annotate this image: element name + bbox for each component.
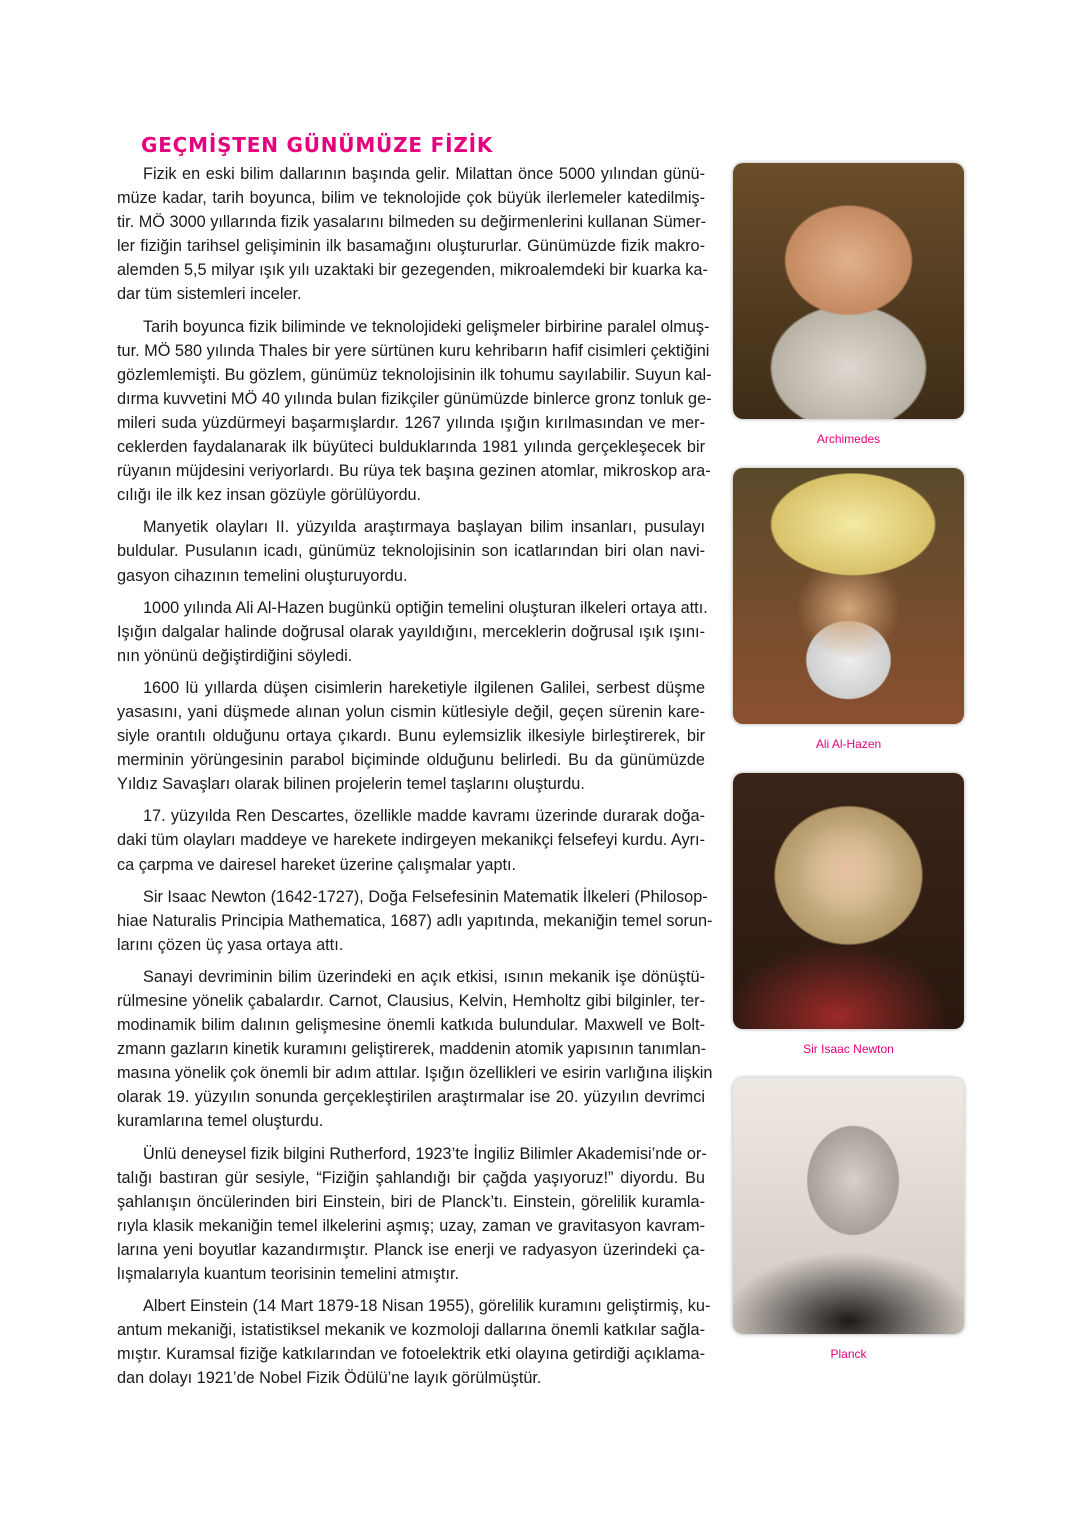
text-line: müze kadar, tarih boyunca, bilim ve teknolojide çok büyük ilerlemeler katedilmiş- [117, 189, 705, 208]
text-line: Manyetik olayları II. yüzyılda araştırmaya başlayan bilim insanları, pusulayı [143, 518, 705, 537]
section-title: GEÇMİŞTEN GÜNÜMÜZE FİZİK [141, 133, 494, 157]
text-line: larına yeni boyutlar kazandırmıştır. Planck ise enerji ve radyasyon üzerindeki ça- [117, 1240, 705, 1259]
text-line: ca çarpma ve dairesel hareket üzerine çalışmalar yaptı. [117, 855, 517, 874]
paragraph [117, 965, 713, 1134]
text-line: rüyanın müjdesini veriyorlardı. Bu rüya tek başına gezinen atomlar, mikroskop ara- [117, 462, 711, 481]
text-line: kuramlarına temel oluşturdu. [117, 1112, 324, 1131]
text-line: 1000 yılında Ali Al-Hazen bugünkü optiğin temelini oluşturan ilkeleri ortaya attı. [143, 598, 708, 617]
text-line: larını çözen üç yasa ortaya attı. [117, 935, 344, 954]
text-line: nın yönünü değiştirdiğini söyledi. [117, 646, 353, 665]
text-line: dan dolayı 1921’de Nobel Fizik Ödülü’ne layık görülmüştür. [117, 1369, 542, 1388]
text-line: hiae Naturalis Principia Mathematica, 1687) adlı yapıtında, mekaniğin temel sorun- [117, 911, 713, 930]
text-line: ler fiziğin tarihsel gelişiminin ilk basamağını oluştururlar. Günümüzde fizik makro- [117, 237, 705, 256]
text-line: mileri suda yüzdürmeyi başarmışlardır. 1267 yılında ışığın kırılmasından ve mer- [117, 413, 705, 432]
text-line: tir. MÖ 3000 yıllarında fizik yasalarını bilmeden su değirmenlerini kullanan Sümer- [117, 213, 707, 232]
text-line: modinamik bilim dalının gelişmesine önemli katkıda bulundular. Maxwell ve Bolt- [117, 1016, 705, 1035]
paragraph [117, 596, 708, 668]
text-line: alemden 5,5 milyar ışık yılı uzaktaki bir gezegenden, mikroalemdeki bir kuarka ka- [117, 261, 708, 280]
paragraph [117, 515, 705, 587]
caption-isaac-newton: Sir Isaac Newton [803, 1042, 894, 1056]
text-line: Ünlü deneysel fizik bilgini Rutherford, 1923’te İngiliz Bilimler Akademisi’nde or- [143, 1144, 707, 1163]
paragraph [117, 1294, 711, 1390]
text-line: Yıldız Savaşları olarak bilinen projelerin temel taşlarını oluşturdu. [117, 775, 585, 794]
text-line: masına yönelik çok önemli bir adım attılar. Işığın özellikleri ve esirin varlığına ilişkin [117, 1064, 713, 1083]
text-line: gasyon cihazının temelini oluşturuyordu. [117, 566, 408, 585]
text-line: Sanayi devriminin bilim üzerindeki en açık etkisi, ısının mekanik işe dönüştü- [143, 967, 705, 986]
paragraph [117, 1142, 705, 1287]
text-line: dar tüm sistemleri inceler. [117, 285, 302, 304]
caption-ali-al-hazen: Ali Al-Hazen [815, 737, 882, 751]
text-line: Albert Einstein (14 Mart 1879-18 Nisan 1955), görelilik kuramını geliştirmiş, ku- [143, 1297, 711, 1316]
paragraph [117, 676, 705, 796]
text-line: mıştır. Kuramsal fiziğe katkılarından ve fotoelektrik etki olayına getirdiği açıklama- [117, 1345, 705, 1364]
text-line: antum mekaniği, istatistiksel mekanik ve kozmoloji dallarına önemli katkılar sağla- [117, 1321, 705, 1340]
text-line: buldular. Pusulanın icadı, günümüz teknolojisinin son icatlarından biri olan navi- [117, 542, 705, 561]
text-line: talığı bastıran gür sesiyle, “Fiziğin şahlandığı bir çağda yaşıyoruz!” diyordu. Bu [117, 1168, 705, 1187]
text-line: cılığı ile ilk kez insan gözüyle görülüyordu. [117, 486, 422, 505]
caption-archimedes: Archimedes [816, 432, 881, 446]
paragraph [117, 162, 708, 307]
text-line: Işığın dalgalar halinde doğrusal olarak yayıldığını, merceklerin doğrusal ışık ışını- [117, 622, 705, 641]
paragraph [117, 804, 705, 876]
text-line: gözlemlemişti. Bu gözlem, günümüz teknolojisinin ilk tohumu sayılabilir. Suyun kal- [117, 365, 712, 384]
body-text [117, 162, 713, 1399]
portrait-isaac-newton [733, 773, 964, 1029]
text-line: 1600 lü yıllarda düşen cisimlerin hareketiyle ilgilenen Galilei, serbest düşme [143, 678, 705, 697]
text-line: rülmesine yönelik çabalardır. Carnot, Clausius, Kelvin, Hemholtz gibi bilginler, ter- [117, 992, 705, 1010]
text-line: lışmalarıyla kuantum teorisinin temelini atmıştır. [117, 1265, 460, 1284]
caption-planck: Planck [830, 1347, 867, 1361]
text-line: merminin yörüngesinin parabol biçiminde olduğunu belirledi. Bu da günümüzde [117, 751, 705, 770]
text-line: zmann gazların kinetik kuramını geliştirerek, maddenin atomik yapısının tanımlan- [117, 1040, 707, 1059]
portrait-ali-al-hazen [733, 468, 964, 724]
text-line: siyle orantılı olduğunu ortaya çıkardı. Bunu eylemsizlik ilkesiyle birleştirerek, bir [117, 727, 705, 746]
text-line: yasasını, yani düşmede alınan yolun cismin kütlesiyle değil, geçen sürenin kare- [117, 702, 705, 721]
text-line: Sir Isaac Newton (1642-1727), Doğa Felsefesinin Matematik İlkeleri (Philosop- [143, 887, 708, 906]
text-line: Tarih boyunca fizik biliminde ve teknolojideki gelişmeler birbirine paralel olmuş- [143, 317, 710, 336]
paragraph [117, 315, 712, 508]
text-line: olarak 19. yüzyılın sonunda gerçekleştirilen araştırmalar ise 20. yüzyılın devrimci [117, 1088, 705, 1107]
text-line: ceklerden faydalanarak ilk büyüteci bulduklarında 1981 yılında gerçekleşecek bir [117, 438, 705, 457]
text-line: rıyla klasik mekaniğin temel ilkelerini aşmış; uzay, zaman ve gravitasyon kavram- [117, 1216, 705, 1235]
portrait-archimedes [733, 163, 964, 419]
text-line: daki tüm olayları maddeye ve harekete indirgeyen mekanikçi felsefeyi kurdu. Ayrı- [117, 831, 705, 850]
text-line: dırma kuvvetini MÖ 40 yılında bulan fizikçiler günümüzde binlerce gronz tonluk ge- [117, 389, 712, 408]
text-line: şahlanışın öncülerinden biri Einstein, biri de Planck’tı. Einstein, görelilik kuramla- [117, 1192, 705, 1211]
portrait-planck [733, 1078, 964, 1334]
paragraph [117, 885, 713, 957]
text-line: Fizik en eski bilim dallarının başında gelir. Milattan önce 5000 yılından günü- [143, 165, 705, 183]
text-line: tur. MÖ 580 yılında Thales bir yere sürtünen kuru kehribarın hafif cisimleri çektiğini [117, 341, 710, 360]
text-line: 17. yüzyılda Ren Descartes, özellikle madde kavramı üzerinde durarak doğa- [143, 807, 705, 826]
